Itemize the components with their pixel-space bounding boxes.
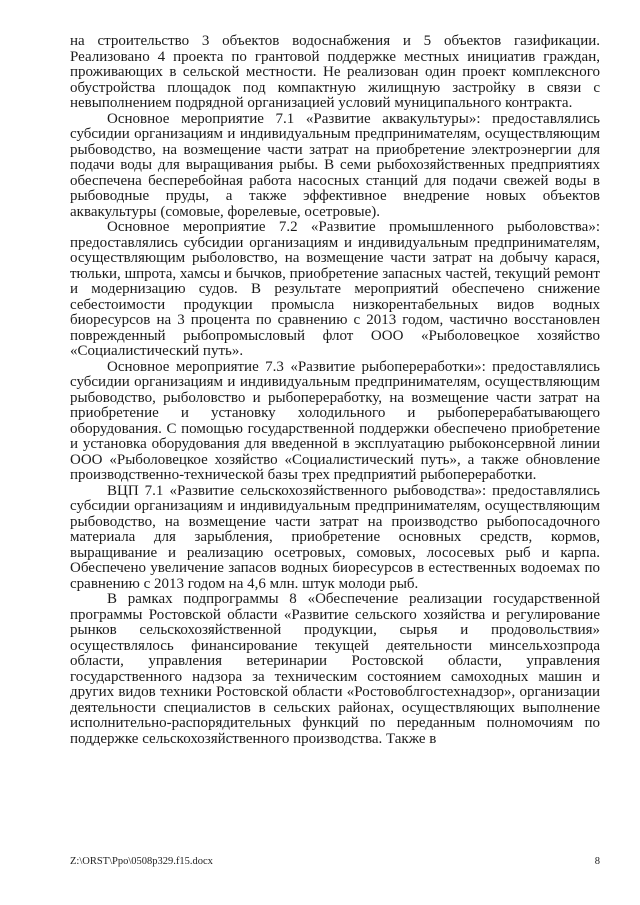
paragraph: Основное мероприятие 7.3 «Развитие рыбопереработки»: предоставлялись субсидии организациям и индивидуальным предпринимателям, осуществляющим рыбоводство, рыболовство и рыбопереработку, на возмещение части затрат на приобретение и установку холодильного и рыбоперерабатывающего оборудования. С помощью государственной поддержки обеспечено приобретение и установка оборудования для введенной в эксплуатацию рыбоконсервной линии ООО «Рыболовецкое хозяйство «Социалистический путь», а также обновление производственно-технической базы трех предприятий рыбопереработки.	[70, 358, 600, 483]
document-body	[70, 34, 600, 747]
paragraph: Основное мероприятие 7.1 «Развитие аквакультуры»: предоставлялись субсидии организациям и индивидуальным предпринимателям, осуществляющим рыбоводство, на возмещение части затрат на приобретение электроэнергии для подачи воды для выращивания рыбы. В семи рыбохозяйственных предприятиях обеспечена бесперебойная работа насосных станций для подачи свежей воды в рыбоводные пруды, а также эффективное внедрение новых объектов аквакультуры (сомовые, форелевые, осетровые).	[70, 110, 600, 220]
paragraph: на строительство 3 объектов водоснабжения и 5 объектов газификации. Реализовано 4 проекта по грантовой поддержке местных инициатив граждан, проживающих в сельской местности. Не реализован один проект комплексного обустройства площадок под компактную жилищную застройку в связи с невыполнением подрядной организацией условий муниципального контракта.	[70, 33, 600, 111]
paragraph: В рамках подпрограммы 8 «Обеспечение реализации государственной программы Ростовской области «Развитие сельского хозяйства и регулирование рынков сельскохозяйственной продукции, сырья и продовольствия» осуществлялось финансирование текущей деятельности минсельхозпрода области, управления ветеринарии Ростовской области, управления государственного надзора за техническим состоянием самоходных машин и других видов техники Ростовской области «Ростовоблгостехнадзор», организации деятельности специалистов в сельских районах, осуществляющих выполнение исполнительно-распорядительных функций по переданным полномочиям по поддержке сельскохозяйственного производства. Также в	[70, 591, 600, 747]
paragraph: ВЦП 7.1 «Развитие сельскохозяйственного рыбоводства»: предоставлялись субсидии организациям и индивидуальным предпринимателям, осуществляющим рыбоводство, на возмещение части затрат на производство рыбопосадочного материала для зарыбления, приобретение основных средств, кормов, выращивание и реализацию осетровых, сомовых, лососевых рыб и карпа. Обеспечено увеличение запасов водных биоресурсов в естественных водоемах по сравнению с 2013 годом на 4,6 млн. штук молоди рыб.	[70, 482, 600, 592]
footer-file-path: Z:\ORST\Ppo\0508p329.f15.docx	[70, 856, 213, 867]
page-number: 8	[594, 856, 600, 867]
paragraph: Основное мероприятие 7.2 «Развитие промышленного рыболовства»: предоставлялись субсидии организациям и индивидуальным предпринимателям, осуществляющим рыболовство, на возмещение части затрат на добычу карася, тюльки, шпрота, хамсы и бычков, приобретение запасных частей, текущий ремонт и модернизацию судов. В результате мероприятий обеспечено снижение себестоимости продукции промысла низкорентабельных видов водных биоресурсов на 3 процента по сравнению с 2013 годом, частично восстановлен поврежденный рыбопромысловый флот ООО «Рыболовецкое хозяйство «Социалистический путь».	[70, 219, 600, 359]
